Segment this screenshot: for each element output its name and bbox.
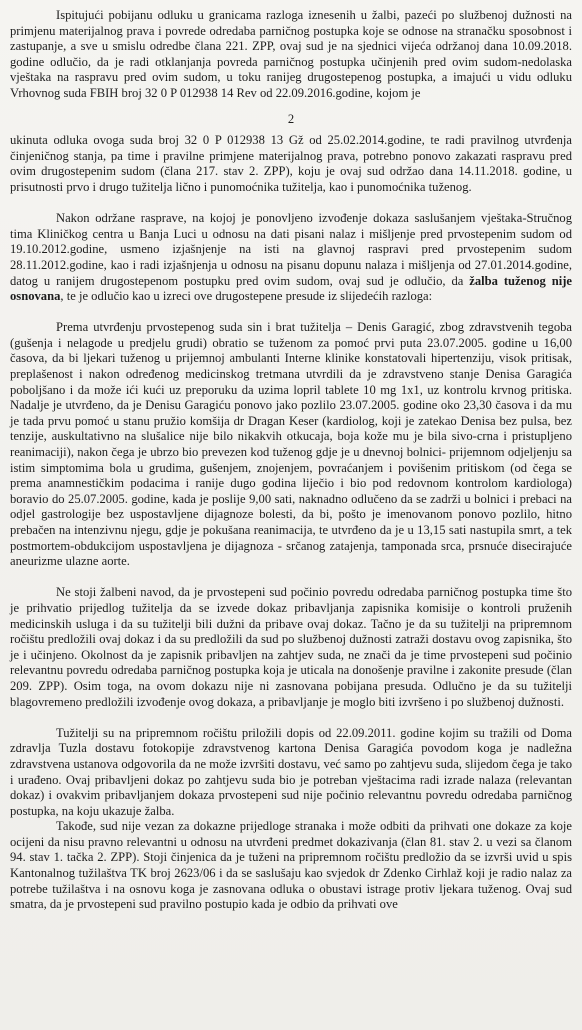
paragraph-3-text-b: , te je odlučio kao u izreci ove drugostepene presude iz slijedećih razloga: — [60, 289, 433, 304]
paragraph-5: Ne stoji žalbeni navod, da je prvostepeni sud počinio povredu odredaba parničnog postupka time što je prihvatio prijedlog tužitelja da se izvede dokaz pribavljanja zapisnika komisije o kontroli pruženih medicinskih usluga i da su tužitelji bili dužni da pribave ovaj dokaz. Tačno je da su tužitelji na pripremnom ročištu predložili ovaj dokaz i da su predložili da sud po službenoj dužnosti zatraži dostavu ovog zapisnika, što je i učinjeno. Okolnost da je zapisnik pribavljen na zahtjev suda, ne znači da je time prvostepeni sud počinio relevantnu povredu odredaba parničnog postupka koja je uticala na donošenje pravilne i zakonite presude (član 209. ZPP). Osim toga, na ovom dokazu nije ni zasnovana pobijana presuda. Odlučno je da su tužitelji blagovremeno predložili izvođenje ovog dokaza, a pribavljanje je moglo biti izvršeno i po službenoj dužnosti. — [10, 585, 572, 709]
paragraph-6: Tužitelji su na pripremnom ročištu priložili dopis od 22.09.2011. godine kojim su tražili od Doma zdravlja Tuzla dostavu fotokopije zdravstvenog kartona Denisa Garagića povodom koga je nadležna zdravstvena ustanova odgovorila da ne može izvršiti dostavu, već samo po zahtjevu suda, slijedom čega je tako i urađeno. Ovaj pribavljeni dokaz po zahtjevu suda bio je potreban vještacima radi izrade nalaza (relevantan dokaz) i ovakvim pribavljanjem dokaza prvostepeni sud nije počinio relevantnu povredu odredaba parničnog postupka, na koju ukazuje žalba. — [10, 725, 572, 818]
paragraph-7: Takođe, sud nije vezan za dokazne prijedloge stranaka i može odbiti da prihvati one dokaze za koje ocijeni da nisu pravno relevantni u odnosu na utvrđeni predmet dokazivanja (član 81. stav 2. u vezi sa članom 94. stav 1. tačka 2. ZPP). Stoji činjenica da je tuženi na pripremnom ročištu predložio da se izvrši uvid u spis Kantonalnog tužilaštva TK broj 2623/06 i da se saslušaju kao svjedok dr Zdenko Cirhlaž koji je radio nalaz za potrebe tužilaštva i na osnovu koga je zasnovana odluka o obustavi istrage protiv ljekara tuženog. Ovaj sud smatra, da je prvostepeni sud pravilno postupio kada je odbio da prihvati ove — [10, 819, 572, 912]
paragraph-gap — [10, 570, 572, 586]
paragraph-gap — [10, 305, 572, 321]
paragraph-4: Prema utvrđenju prvostepenog suda sin i brat tužitelja – Denis Garagić, zbog zdravstvenih tegoba (gušenja i nelagode u predjelu grudi) obratio se tuženom za pomoć prvi puta 23.07.2005. godine u 16,00 časova, da bi ljekari tuženog u prijemnoj ambulanti Interne klinike konstatovali hipertenziju, visok pritisak, preplašenost i nakon određenog medicinskog tretmana utvrdili da je zdravstveno stanje Denisa Garagića poboljšano i da može ići kući uz preporuku da uzima lopril tablete 10 mg 1x1, uz kontrolu krvnog pritiska. Nadalje je utvrđeno, da je Denisu Garagiću ponovo jako pozlilo 23.07.2005. godine oko 23,30 časova i da mu je tada prvu pomoć u stanu pružio komšija dr Dragan Keser (kardiolog, koji je zatekao Denisa bez pulsa, bez tenzije, auskultativno na slušalice nije bilo nikakvih otkucaja, boja kože mu je bila sivo-crna i pristupljeno reanimaciji), nakon čega je ubrzo bio prevezen kod tuženog gdje je u dnevnoj bolnici- prijemnom odjeljenju sa istim simptomima bola u grudima, gušenjem, znojenjem, povraćanjem i povišenim pritiskom (od čega se prema anamnestičkim podacima i ranije dugo godina liječio i bio pod redovnom kontrolom kardiologa) boravio do 25.07.2005. godine, kada je poslije 9,00 sati, naknadno odlučeno da se zadrži u bolnici i prebaci na odjel gastrologije bez uspostavljene dijagnoze bolesti, da bi, pošto je imenovanom ponovo pozlilo, hitno prebačen na intenzivnu njegu, gdje je pokušana reanimacija, te utvrđeno da je u 13,15 sati nastupila smrt, a tek postmortem-obdukcijom uspostavljena je dijagnoza - srčanog zatajenja, tamponada srca, prsnuće disecirajuće aneurizme ulazne aorte. — [10, 320, 572, 569]
paragraph-2: ukinuta odluka ovoga suda broj 32 0 P 012938 13 Gž od 25.02.2014.godine, te radi pravilnog utvrđenja činjeničnog stanja, pa time i pravilne primjene materijalnog prava, potrebno ponovo zakazati raspravu pred ovim drugostepenim sudom (člana 217. stav 2. ZPP), koju je ovaj sud održao dana 14.11.2018. godine, u prisutnosti prvo i drugo tužitelja lično i punomoćnika tužitelja, kao i punomoćnika tuženog. — [10, 133, 572, 194]
paragraph-3 — [10, 211, 572, 305]
paragraph-3-text-a: Nakon održane rasprave, na kojoj je ponovljeno izvođenje dokaza saslušanjem vještaka-Stručnog tima Kliničkog centra u Banja Luci u odnosu na dati pisani nalaz i mišljenje pred prvostepenim sudom od 19.10.2012.godine, usmeno izjašnjenje na isti na glavnoj raspravi pred prvostepenim sudom 28.11.2012.godine, kao i radi izjašnjenja u odnosu na pisanu dopunu nalaza i mišljenja od 27.01.2014.godine, datog u ranijem drugostepenom postupku pred ovim sudom, ovaj sud je odlučio, da — [10, 211, 572, 288]
paragraph-1: Ispitujući pobijanu odluku u granicama razloga iznesenih u žalbi, pazeći po službenoj dužnosti na primjenu materijalnog prava i povrede odredaba parničnog postupka koje se odnose na stranačku sposobnost i zastupanje, a sve u smislu odredbe člana 221. ZPP, ovaj sud je na sjednici vijeća održanoj dana 10.09.2018. godine odlučio, da je radi otklanjanja povreda parničnog postupka učinjenih pred ovim sudom-nedolaska vještaka na raspravu pred ovim sudom, u toku ranijeg drugostepenog postupka, a imajući u vidu odluku Vrhovnog suda FBIH broj 32 0 P 012938 14 Rev od 22.09.2016.godine, kojom je — [10, 8, 572, 100]
paragraph-gap — [10, 710, 572, 726]
page-number: 2 — [287, 111, 295, 126]
paragraph-3-bold-text: žalba tuženog nije osnovana — [10, 273, 573, 304]
paragraph-gap — [10, 196, 572, 212]
